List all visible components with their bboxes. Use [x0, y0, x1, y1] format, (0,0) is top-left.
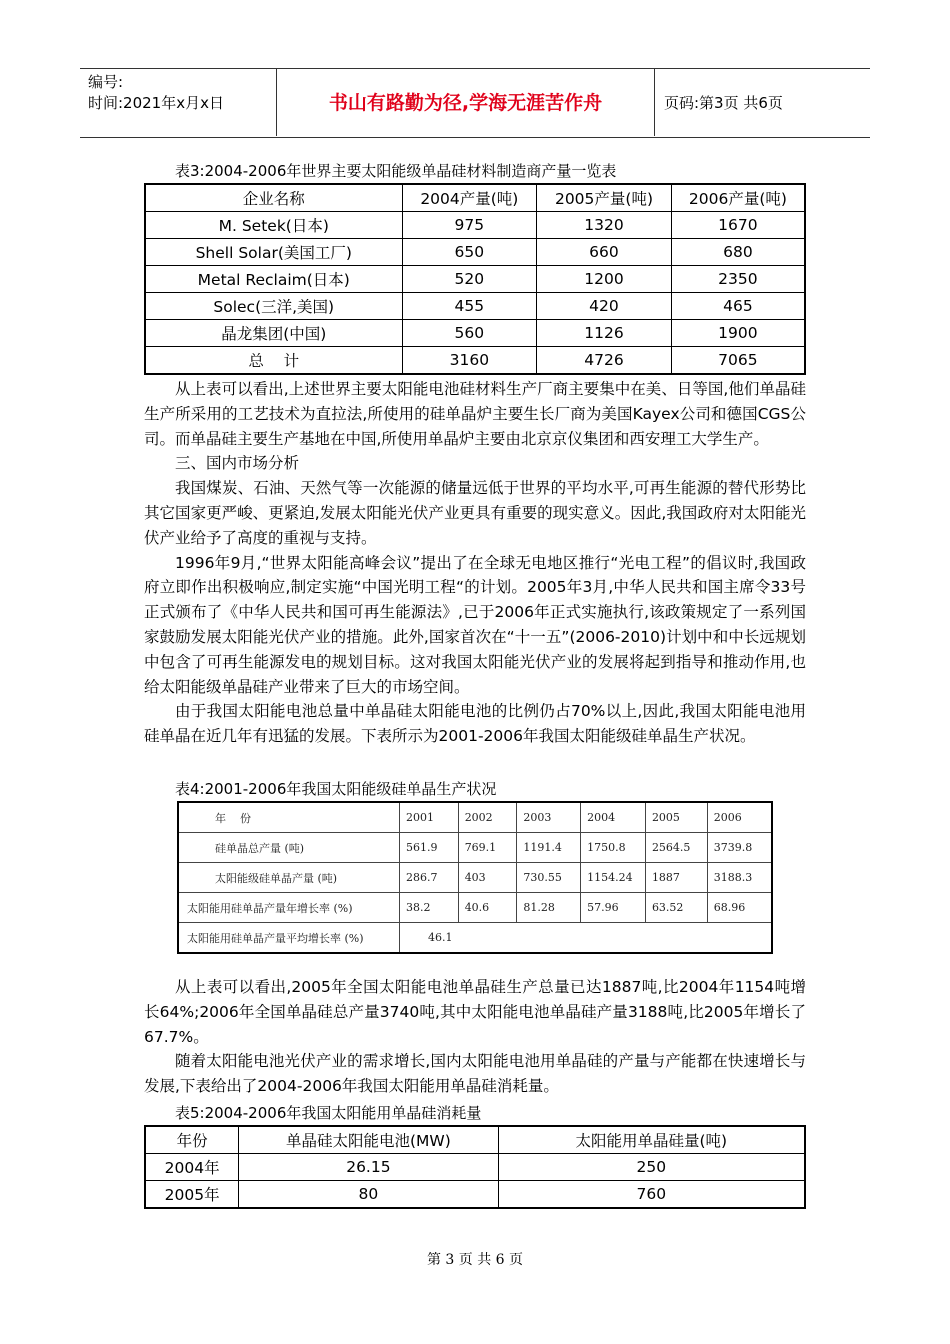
table-header-cell: 2006	[707, 802, 772, 833]
table-cell: 660	[537, 239, 672, 266]
body-text-b	[144, 975, 806, 1099]
table-cell: 975	[402, 212, 537, 239]
table-cell: 1887	[645, 863, 707, 893]
table-cell: 68.96	[707, 893, 772, 923]
table-cell: 3160	[402, 347, 537, 375]
table-header-cell: 2003	[517, 802, 581, 833]
table-header-row	[145, 184, 805, 212]
table-cell: Solec(三洋,美国)	[145, 293, 402, 320]
table-cell: 403	[458, 863, 517, 893]
table-header-cell: 2002	[458, 802, 517, 833]
paragraph: 从上表可以看出,上述世界主要太阳能电池硅材料生产厂商主要集中在美、日等国,他们单晶硅生产所采用的工艺技术为直拉法,所使用的硅单晶炉主要生长厂商为美国Kayex公司和德国CGS公司。而单晶硅主要生产基地在中国,所使用单晶炉主要由北京京仪集团和西安理工大学生产。	[144, 380, 806, 448]
table-row	[178, 923, 772, 954]
table5-caption: 表5:2004-2006年我国太阳能用单晶硅消耗量	[175, 1104, 482, 1122]
header-page-info: 页码:第3页 共6页	[664, 94, 783, 112]
table-cell: 769.1	[458, 833, 517, 863]
table-cell: 40.6	[458, 893, 517, 923]
table-cell: 2005年	[145, 1181, 239, 1209]
header-date: 时间:2021年x月x日	[88, 94, 224, 112]
table-total-row	[145, 347, 805, 375]
table-row	[178, 833, 772, 863]
table-header-cell: 太阳能用单晶硅量(吨)	[498, 1126, 805, 1154]
table5	[144, 1125, 806, 1209]
table-header-cell: 企业名称	[145, 184, 402, 212]
table-cell: Shell Solar(美国工厂)	[145, 239, 402, 266]
table-cell: 硅单晶总产量 (吨)	[178, 833, 399, 863]
table-cell: 57.96	[581, 893, 646, 923]
table-cell: 286.7	[399, 863, 458, 893]
table-cell: 81.28	[517, 893, 581, 923]
paragraph: 1996年9月,“世界太阳能高峰会议”提出了在全球无电地区推行“光电工程”的倡议时,我国政府立即作出积极响应,制定实施“中国光明工程“的计划。2005年3月,中华人民共和国主席令33号正式颁布了《中华人民共和国可再生能源法》,已于2006年正式实施执行,该政策规定了一系列国家鼓励发展太阳能光伏产业的措施。此外,国家首次在“十一五”(2006-2010)计划中和中长远规划中包含了可再生能源发电的规划目标。这对我国太阳能光伏产业的发展将起到指导和推动作用,也给太阳能级单晶硅产业带来了巨大的市场空间。	[144, 553, 806, 696]
table-cell: 26.15	[239, 1154, 498, 1181]
table-row	[145, 293, 805, 320]
table-cell: 1191.4	[517, 833, 581, 863]
table-cell: 2350	[671, 266, 805, 293]
header-number-label: 编号:	[88, 73, 124, 91]
table-cell: 1750.8	[581, 833, 646, 863]
table-cell: 1320	[537, 212, 672, 239]
table3	[144, 183, 806, 375]
table-row	[178, 893, 772, 923]
table-header-cell: 2004产量(吨)	[402, 184, 537, 212]
table-cell: 1126	[537, 320, 672, 347]
table-header-row	[178, 802, 772, 833]
table-cell: M. Setek(日本)	[145, 212, 402, 239]
table-cell: 太阳能用硅单晶产量平均增长率 (%)	[178, 923, 399, 954]
table-header-cell: 单晶硅太阳能电池(MW)	[239, 1126, 498, 1154]
table-row	[178, 863, 772, 893]
paragraph: 我国煤炭、石油、天然气等一次能源的储量远低于世界的平均水平,可再生能源的替代形势比其它国家更严峻、更紧迫,发展太阳能光伏产业更具有重要的现实意义。因此,我国政府对太阳能光伏产业给予了高度的重视与支持。	[144, 479, 806, 547]
header-motto: 书山有路勤为径,学海无涯苦作舟	[328, 92, 603, 114]
table-cell: 1154.24	[581, 863, 646, 893]
table-cell: 太阳能级硅单晶产量 (吨)	[178, 863, 399, 893]
table-row	[145, 1154, 805, 1181]
table-header-cell: 2004	[581, 802, 646, 833]
table-cell: 4726	[537, 347, 672, 375]
table-row	[145, 1181, 805, 1209]
table-header-cell: 年份	[145, 1126, 239, 1154]
table-cell: 730.55	[517, 863, 581, 893]
table-cell: 561.9	[399, 833, 458, 863]
page-footer: 第 3 页 共 6 页	[426, 1252, 524, 1268]
table-cell: 3739.8	[707, 833, 772, 863]
table-header-cell: 年 份	[178, 802, 399, 833]
table-cell: 465	[671, 293, 805, 320]
table-row	[145, 266, 805, 293]
table-cell: 420	[537, 293, 672, 320]
table-cell: 1670	[671, 212, 805, 239]
table-cell: 2564.5	[645, 833, 707, 863]
table-cell: 46.1	[399, 923, 772, 954]
section-heading: 三、国内市场分析	[175, 454, 300, 473]
table-cell: 太阳能用硅单晶产量年增长率 (%)	[178, 893, 399, 923]
table-cell: 650	[402, 239, 537, 266]
table-cell: 455	[402, 293, 537, 320]
table-cell: 1200	[537, 266, 672, 293]
body-text-a	[144, 377, 806, 749]
paragraph: 随着太阳能电池光伏产业的需求增长,国内太阳能电池用单晶硅的产量与产能都在快速增长与发展,下表给出了2004-2006年我国太阳能用单晶硅消耗量。	[144, 1052, 806, 1096]
table-header-row	[145, 1126, 805, 1154]
table-header-cell: 2006产量(吨)	[671, 184, 805, 212]
table-cell: 7065	[671, 347, 805, 375]
table-header-cell: 2001	[399, 802, 458, 833]
table-cell: Metal Reclaim(日本)	[145, 266, 402, 293]
table-cell: 63.52	[645, 893, 707, 923]
table4-caption: 表4:2001-2006年我国太阳能级硅单晶生产状况	[175, 780, 497, 798]
table-cell: 560	[402, 320, 537, 347]
table-cell: 38.2	[399, 893, 458, 923]
table-row	[145, 212, 805, 239]
table-cell: 80	[239, 1181, 498, 1209]
table-cell: 520	[402, 266, 537, 293]
table-row	[145, 320, 805, 347]
table-header-cell: 2005	[645, 802, 707, 833]
table3-caption: 表3:2004-2006年世界主要太阳能级单晶硅材料制造商产量一览表	[175, 162, 617, 180]
table4	[177, 801, 773, 954]
table-cell: 总 计	[145, 347, 402, 375]
table-cell: 2004年	[145, 1154, 239, 1181]
table-cell: 680	[671, 239, 805, 266]
header-left	[88, 72, 224, 114]
table-row	[145, 239, 805, 266]
table-cell: 250	[498, 1154, 805, 1181]
table-cell: 3188.3	[707, 863, 772, 893]
header-divider	[654, 68, 655, 136]
table-header-cell: 2005产量(吨)	[537, 184, 672, 212]
table-cell: 晶龙集团(中国)	[145, 320, 402, 347]
paragraph: 由于我国太阳能电池总量中单晶硅太阳能电池的比例仍占70%以上,因此,我国太阳能电池用硅单晶在近几年有迅猛的发展。下表所示为2001-2006年我国太阳能级硅单晶生产状况。	[144, 702, 806, 746]
paragraph: 从上表可以看出,2005年全国太阳能电池单晶硅生产总量已达1887吨,比2004年1154吨增长64%;2006年全国单晶硅总产量3740吨,其中太阳能电池单晶硅产量3188吨,比2005年增长了67.7%。	[144, 978, 806, 1046]
table-cell: 760	[498, 1181, 805, 1209]
table-cell: 1900	[671, 320, 805, 347]
